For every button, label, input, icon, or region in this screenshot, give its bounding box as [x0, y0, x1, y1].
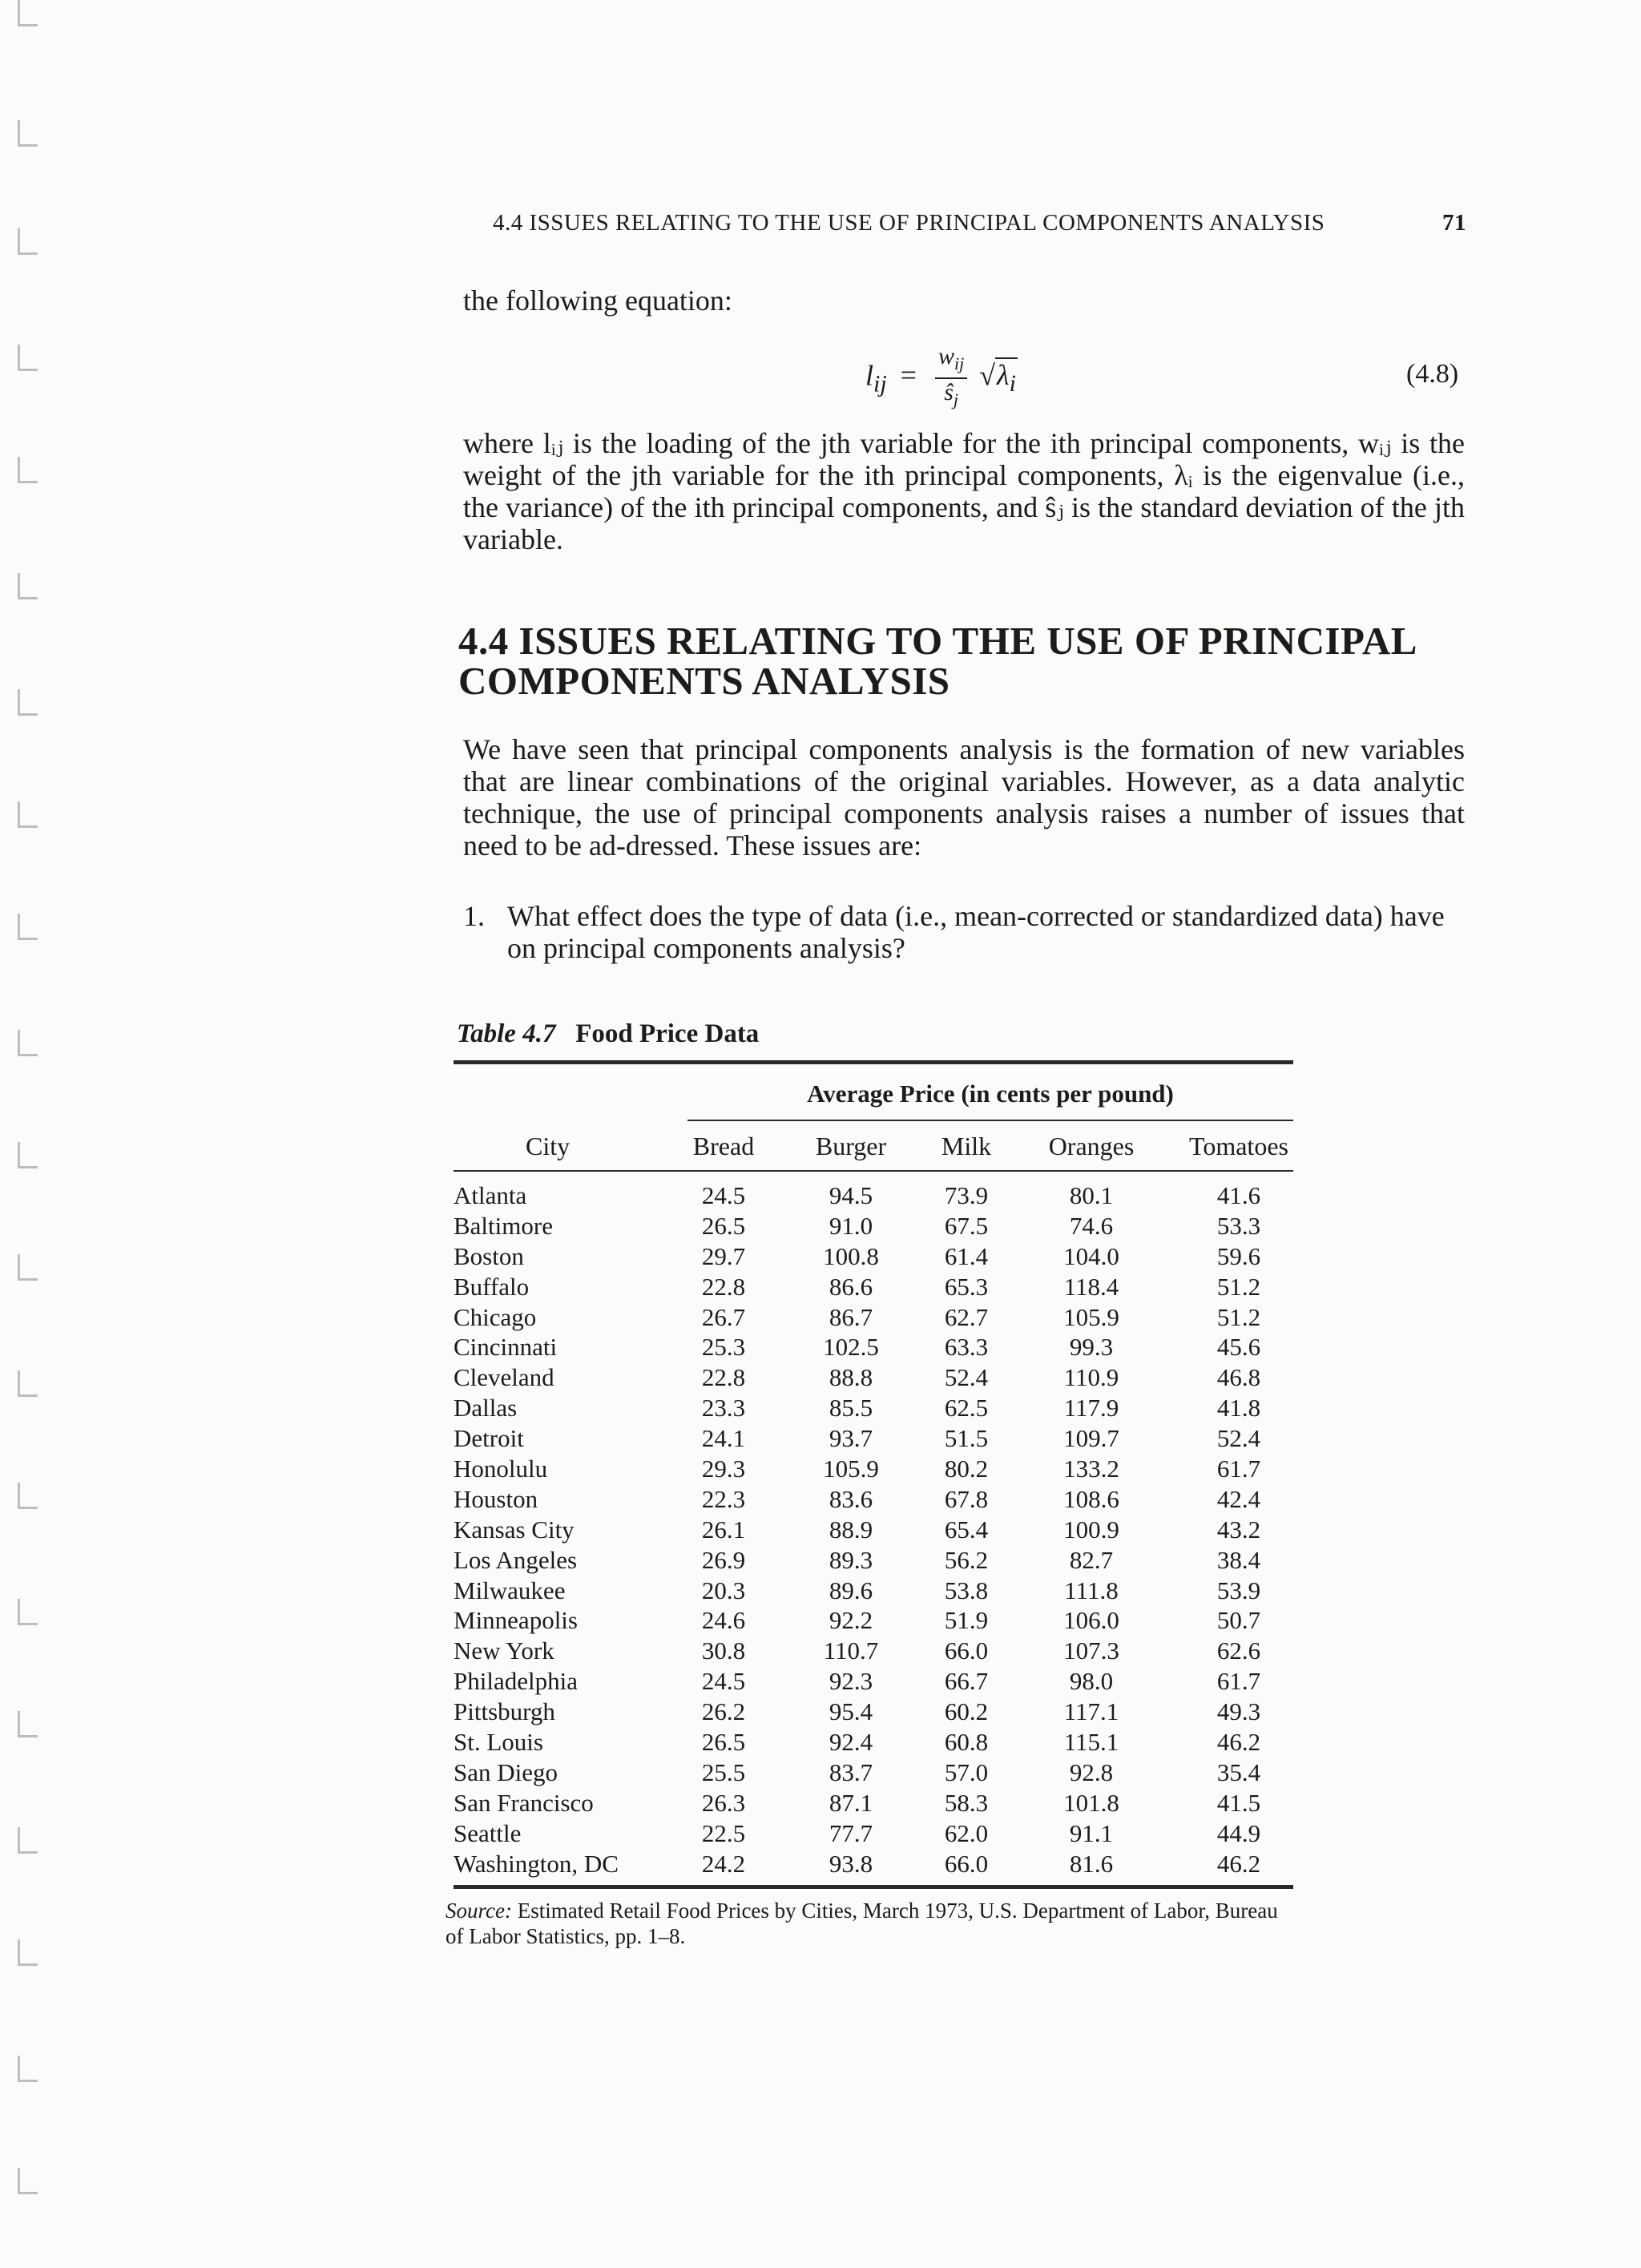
price-cell-bread: 24.2 — [701, 1849, 746, 1878]
column-header-bread: Bread — [692, 1132, 755, 1160]
price-cell-milk: 58.3 — [944, 1788, 989, 1817]
paragraph-definitions: where lᵢⱼ is the loading of the jth variable for the ith principal components, wᵢⱼ is the weight of the jth variable for the ith principal components, λᵢ is the eigenvalue (i.e., the variance) of the ith principal components, and ŝⱼ is the standard deviation of the jth variable. — [463, 427, 1465, 555]
price-cell-oranges: 92.8 — [1069, 1757, 1114, 1786]
binding-marks — [18, 0, 50, 2268]
price-cell-bread: 24.5 — [701, 1667, 746, 1696]
food-price-table — [454, 1180, 1293, 1879]
price-cell-milk: 62.7 — [944, 1302, 989, 1331]
price-cell-bread: 26.5 — [701, 1728, 746, 1757]
price-cell-oranges: 109.7 — [1063, 1424, 1119, 1453]
price-cell-tomatoes: 53.9 — [1216, 1576, 1261, 1604]
section-heading: 4.4 ISSUES RELATING TO THE USE OF PRINCIPAL COMPONENTS ANALYSIS — [458, 619, 1416, 703]
table-row — [454, 1211, 1293, 1241]
price-cell-milk: 61.4 — [944, 1241, 989, 1270]
price-cell-bread: 26.9 — [701, 1545, 746, 1574]
price-cell-oranges: 117.1 — [1063, 1697, 1119, 1726]
price-cell-tomatoes: 61.7 — [1216, 1455, 1261, 1483]
eq-denominator — [935, 379, 967, 414]
city-cell: Baltimore — [454, 1211, 553, 1240]
equation-4-8 — [865, 343, 1018, 414]
price-cell-bread: 25.3 — [701, 1333, 746, 1362]
price-cell-oranges: 111.8 — [1064, 1576, 1119, 1604]
price-cell-bread: 26.2 — [701, 1697, 746, 1726]
price-cell-bread: 26.3 — [701, 1788, 746, 1817]
price-cell-burger: 105.9 — [823, 1455, 879, 1483]
source-text: Estimated Retail Food Prices by Cities, March 1973, U.S. Department of Labor, Bureau of Labor Statistics, pp. 1–8. — [446, 1899, 1278, 1948]
price-cell-burger: 92.4 — [829, 1728, 873, 1757]
price-cell-milk: 65.4 — [944, 1515, 989, 1544]
city-cell: Seattle — [454, 1818, 522, 1847]
price-cell-burger: 89.3 — [829, 1545, 873, 1574]
city-cell: Cincinnati — [454, 1333, 558, 1362]
price-cell-milk: 80.2 — [944, 1455, 989, 1483]
city-cell: Cleveland — [454, 1363, 554, 1392]
table-row — [454, 1393, 1293, 1423]
price-cell-milk: 51.5 — [944, 1424, 989, 1453]
price-cell-tomatoes: 51.2 — [1216, 1302, 1261, 1331]
city-cell: Kansas City — [454, 1515, 575, 1544]
price-cell-milk: 53.8 — [944, 1576, 989, 1604]
column-header-city: City — [526, 1132, 571, 1160]
price-cell-milk: 62.0 — [944, 1818, 989, 1847]
price-cell-burger: 91.0 — [829, 1211, 873, 1240]
price-cell-burger: 93.7 — [829, 1424, 873, 1453]
price-cell-milk: 66.0 — [944, 1636, 989, 1665]
price-cell-burger: 102.5 — [823, 1333, 879, 1362]
price-cell-milk: 57.0 — [944, 1757, 989, 1786]
price-cell-bread: 24.5 — [701, 1181, 746, 1209]
price-cell-burger: 95.4 — [829, 1697, 873, 1726]
price-cell-milk: 52.4 — [944, 1363, 989, 1392]
price-cell-tomatoes: 45.6 — [1216, 1333, 1261, 1362]
running-head-title: 4.4 ISSUES RELATING TO THE USE OF PRINCIPAL COMPONENTS ANALYSIS — [493, 210, 1325, 236]
table-source — [446, 1898, 1295, 1949]
table-row — [454, 1454, 1293, 1484]
group-header-rule — [687, 1120, 1293, 1121]
price-cell-oranges: 80.1 — [1069, 1181, 1114, 1209]
price-cell-oranges: 98.0 — [1069, 1667, 1114, 1696]
table-row — [454, 1757, 1293, 1788]
table-group-header: Average Price (in cents per pound) — [807, 1080, 1174, 1108]
table-row — [454, 1576, 1293, 1606]
price-cell-tomatoes: 35.4 — [1216, 1757, 1261, 1786]
price-cell-tomatoes: 44.9 — [1216, 1818, 1261, 1847]
price-cell-burger: 100.8 — [823, 1241, 879, 1270]
running-head — [493, 210, 1466, 236]
price-cell-milk: 60.2 — [944, 1697, 989, 1726]
city-cell: New York — [454, 1636, 554, 1665]
equation-number: (4.8) — [1406, 359, 1459, 389]
eq-lhs-sub: ij — [873, 370, 887, 398]
city-cell: Atlanta — [454, 1181, 527, 1209]
table-row — [454, 1423, 1293, 1454]
city-cell: Milwaukee — [454, 1576, 566, 1604]
price-cell-bread: 22.3 — [701, 1484, 746, 1513]
table-row — [454, 1849, 1293, 1879]
price-cell-bread: 26.1 — [701, 1515, 746, 1544]
price-cell-bread: 30.8 — [701, 1636, 746, 1665]
list-marker: 1. — [463, 900, 485, 932]
price-cell-oranges: 107.3 — [1063, 1636, 1119, 1665]
table-row — [454, 1818, 1293, 1849]
table-row — [454, 1697, 1293, 1727]
eq-numerator-sym: w — [938, 343, 955, 369]
price-cell-bread: 23.3 — [701, 1394, 746, 1423]
city-cell: St. Louis — [454, 1728, 543, 1757]
table-row — [454, 1605, 1293, 1636]
price-cell-tomatoes: 41.6 — [1216, 1181, 1261, 1209]
price-cell-oranges: 99.3 — [1069, 1333, 1114, 1362]
price-cell-tomatoes: 53.3 — [1216, 1211, 1261, 1240]
price-cell-burger: 92.3 — [829, 1667, 873, 1696]
column-header-milk: Milk — [941, 1132, 992, 1160]
column-header-tomatoes: Tomatoes — [1189, 1132, 1288, 1160]
table-row — [454, 1362, 1293, 1393]
price-cell-burger: 93.8 — [829, 1849, 873, 1878]
price-cell-bread: 26.7 — [701, 1302, 746, 1331]
table-row — [454, 1727, 1293, 1757]
table-title: Food Price Data — [575, 1019, 760, 1048]
eq-fraction — [935, 343, 967, 414]
column-header-burger: Burger — [815, 1132, 887, 1160]
source-label: Source: — [446, 1899, 512, 1923]
price-cell-tomatoes: 46.8 — [1216, 1363, 1261, 1392]
price-cell-oranges: 133.2 — [1063, 1455, 1119, 1483]
table-top-rule — [454, 1060, 1293, 1064]
price-cell-burger: 85.5 — [829, 1394, 873, 1423]
price-cell-bread: 24.1 — [701, 1424, 746, 1453]
price-cell-burger: 77.7 — [829, 1818, 873, 1847]
price-cell-bread: 22.5 — [701, 1818, 746, 1847]
price-cell-bread: 26.5 — [701, 1211, 746, 1240]
eq-radical: √ — [979, 359, 996, 392]
eq-denominator-sym: ŝ — [944, 379, 954, 406]
price-cell-burger: 89.6 — [829, 1576, 873, 1604]
price-cell-burger: 110.7 — [823, 1636, 879, 1665]
price-cell-milk: 66.0 — [944, 1849, 989, 1878]
price-cell-tomatoes: 59.6 — [1216, 1241, 1261, 1270]
price-cell-tomatoes: 38.4 — [1216, 1545, 1261, 1574]
list-item — [463, 900, 1465, 964]
price-cell-oranges: 104.0 — [1063, 1241, 1119, 1270]
price-cell-bread: 25.5 — [701, 1757, 746, 1786]
paragraph-issues: We have seen that principal components analysis is the formation of new variables that are linear combinations of the original variables. However, as a data analytic technique, the use of principal components analysis raises a number of issues that need to be ad-dressed. These issues are: — [463, 733, 1465, 862]
price-cell-oranges: 106.0 — [1063, 1606, 1119, 1635]
eq-numerator-sub: ij — [954, 353, 965, 373]
price-cell-tomatoes: 41.8 — [1216, 1394, 1261, 1423]
city-cell: Philadelphia — [454, 1667, 578, 1696]
price-cell-oranges: 101.8 — [1063, 1788, 1119, 1817]
price-cell-oranges: 100.9 — [1063, 1515, 1119, 1544]
price-cell-milk: 67.5 — [944, 1211, 989, 1240]
table-row — [454, 1332, 1293, 1362]
paragraph-intro: the following equation: — [463, 285, 732, 317]
table-caption — [457, 1019, 759, 1049]
city-cell: San Francisco — [454, 1788, 594, 1817]
price-cell-tomatoes: 62.6 — [1216, 1636, 1261, 1665]
price-cell-tomatoes: 46.2 — [1216, 1849, 1261, 1878]
price-cell-bread: 24.6 — [701, 1606, 746, 1635]
price-cell-burger: 86.6 — [829, 1272, 873, 1301]
price-cell-tomatoes: 43.2 — [1216, 1515, 1261, 1544]
city-cell: Pittsburgh — [454, 1697, 555, 1726]
city-cell: Honolulu — [454, 1455, 548, 1483]
eq-numerator — [935, 343, 967, 379]
eq-radicand — [995, 357, 1018, 398]
price-cell-milk: 56.2 — [944, 1545, 989, 1574]
price-cell-tomatoes: 42.4 — [1216, 1484, 1261, 1513]
price-cell-bread: 22.8 — [701, 1272, 746, 1301]
table-row — [454, 1636, 1293, 1666]
city-cell: Houston — [454, 1484, 538, 1513]
city-cell: San Diego — [454, 1757, 558, 1786]
price-cell-oranges: 74.6 — [1069, 1211, 1114, 1240]
price-cell-milk: 60.8 — [944, 1728, 989, 1757]
price-cell-tomatoes: 41.5 — [1216, 1788, 1261, 1817]
city-cell: Buffalo — [454, 1272, 530, 1301]
eq-radicand-sym: λ — [997, 359, 1010, 392]
price-cell-oranges: 115.1 — [1063, 1728, 1119, 1757]
price-cell-tomatoes: 46.2 — [1216, 1728, 1261, 1757]
price-cell-tomatoes: 51.2 — [1216, 1272, 1261, 1301]
price-cell-oranges: 105.9 — [1063, 1302, 1119, 1331]
table-row — [454, 1545, 1293, 1576]
price-cell-milk: 51.9 — [944, 1606, 989, 1635]
column-header-oranges: Oranges — [1048, 1132, 1135, 1160]
table-label: Table 4.7 — [457, 1019, 556, 1048]
price-cell-burger: 87.1 — [829, 1788, 873, 1817]
table-row — [454, 1180, 1293, 1211]
price-cell-milk: 67.8 — [944, 1484, 989, 1513]
list-item-text: What effect does the type of data (i.e., mean-corrected or standardized data) have on principal components analysis? — [507, 900, 1445, 964]
city-cell: Washington, DC — [454, 1849, 619, 1878]
price-cell-milk: 66.7 — [944, 1667, 989, 1696]
city-cell: Detroit — [454, 1424, 524, 1453]
city-cell: Chicago — [454, 1302, 537, 1331]
price-cell-burger: 88.9 — [829, 1515, 873, 1544]
price-cell-burger: 92.2 — [829, 1606, 873, 1635]
price-cell-tomatoes: 61.7 — [1216, 1667, 1261, 1696]
price-cell-oranges: 91.1 — [1069, 1818, 1114, 1847]
price-cell-oranges: 118.4 — [1063, 1272, 1119, 1301]
city-cell: Minneapolis — [454, 1606, 578, 1635]
price-cell-bread: 20.3 — [701, 1576, 746, 1604]
price-cell-oranges: 117.9 — [1063, 1394, 1119, 1423]
eq-radicand-sub: i — [1009, 370, 1016, 398]
price-cell-bread: 22.8 — [701, 1363, 746, 1392]
price-cell-milk: 63.3 — [944, 1333, 989, 1362]
price-cell-burger: 86.7 — [829, 1302, 873, 1331]
header-bottom-rule — [454, 1170, 1293, 1172]
table-row — [454, 1515, 1293, 1545]
city-cell: Boston — [454, 1241, 524, 1270]
city-cell: Los Angeles — [454, 1545, 578, 1574]
price-cell-oranges: 81.6 — [1069, 1849, 1114, 1878]
price-cell-tomatoes: 52.4 — [1216, 1424, 1261, 1453]
eq-equals: = — [900, 359, 917, 392]
price-cell-milk: 62.5 — [944, 1394, 989, 1423]
eq-lhs: l — [865, 359, 874, 392]
table-row — [454, 1788, 1293, 1818]
price-cell-burger: 83.7 — [829, 1757, 873, 1786]
price-cell-oranges: 108.6 — [1063, 1484, 1119, 1513]
table-row — [454, 1302, 1293, 1333]
price-cell-burger: 94.5 — [829, 1181, 873, 1209]
eq-denominator-sub: j — [953, 389, 959, 410]
price-cell-burger: 83.6 — [829, 1484, 873, 1513]
price-cell-bread: 29.3 — [701, 1455, 746, 1483]
price-cell-oranges: 110.9 — [1063, 1363, 1119, 1392]
price-cell-milk: 65.3 — [944, 1272, 989, 1301]
price-cell-milk: 73.9 — [944, 1181, 989, 1209]
table-row — [454, 1272, 1293, 1302]
price-cell-tomatoes: 49.3 — [1216, 1697, 1261, 1726]
price-cell-bread: 29.7 — [701, 1241, 746, 1270]
page-number: 71 — [1442, 210, 1466, 236]
table-row — [454, 1666, 1293, 1697]
price-cell-oranges: 82.7 — [1069, 1545, 1114, 1574]
price-cell-burger: 88.8 — [829, 1363, 873, 1392]
table-row — [454, 1241, 1293, 1272]
table-bottom-rule — [454, 1885, 1293, 1889]
price-cell-tomatoes: 50.7 — [1216, 1606, 1261, 1635]
table-row — [454, 1484, 1293, 1515]
city-cell: Dallas — [454, 1394, 518, 1423]
